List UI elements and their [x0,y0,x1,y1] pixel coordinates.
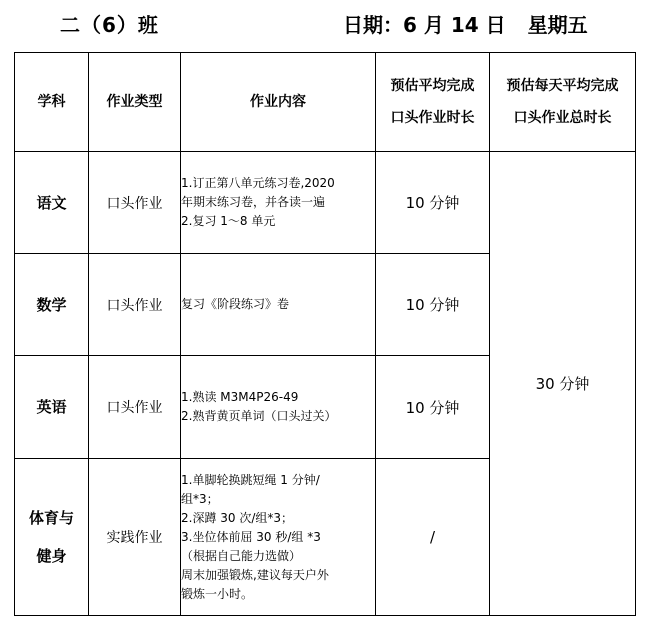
content-line: 1.订正第八单元练习卷,2020 [181,176,335,190]
class-title: 二（6）班 [60,13,159,37]
subject-cell: 数学 [15,254,89,356]
weekday-text: 星期五 [527,13,588,37]
homework-table [14,52,636,616]
type-cell: 口头作业 [89,356,181,459]
subject-cell [15,459,89,616]
content-line: （根据自己能力选做） [181,548,302,563]
content-line: 3.坐位体前屈 30 秒/组 *3 [181,529,321,544]
column-header-subject: 学科 [15,53,89,152]
subject-line: 体育与 [28,509,74,527]
content-line: 组*3； [181,491,219,506]
content-cell [181,459,376,616]
type-cell: 实践作业 [89,459,181,616]
content-line: 2.深蹲 30 次/组*3； [181,510,294,525]
table-row [15,152,636,254]
column-header-type: 作业类型 [89,53,181,152]
duration-cell: 10 分钟 [376,254,490,356]
content-line: 年期末练习卷，并各读一遍 [181,195,326,209]
subject-line: 健身 [36,547,67,565]
content-line: 周末加强锻炼,建议每天户外 [181,567,329,582]
type-cell: 口头作业 [89,254,181,356]
page-header [0,0,648,46]
content-cell [181,152,376,254]
total-duration-cell: 30 分钟 [490,152,636,616]
duration-cell: 10 分钟 [376,356,490,459]
content-line: 1.单脚轮换跳短绳 1 分钟/ [181,472,320,487]
content-line: 复习《阶段练习》卷 [181,297,290,311]
column-header-avg-line1: 预估平均完成 [390,78,475,94]
column-header-total-line2: 口头作业总时长 [513,110,612,126]
column-header-total-line1: 预估每天平均完成 [506,78,619,94]
duration-cell: / [376,459,490,616]
column-header-content: 作业内容 [181,53,376,152]
content-cell [181,254,376,356]
type-cell: 口头作业 [89,152,181,254]
content-cell [181,356,376,459]
column-header-avg-line2: 口头作业时长 [390,110,475,126]
date-text: 日期：6 月 14 日 [343,13,506,37]
column-header-avg-duration [376,53,490,152]
duration-cell: 10 分钟 [376,152,490,254]
content-line: 1.熟读 M3M4P26-49 [181,390,299,404]
content-line: 2.熟背黄页单词（口头过关） [181,409,337,423]
content-line: 锻炼一小时。 [181,586,254,601]
column-header-total-duration [490,53,636,152]
subject-cell: 语文 [15,152,89,254]
subject-cell: 英语 [15,356,89,459]
content-line: 2.复习 1～8 单元 [181,214,276,228]
table-header-row [15,53,636,152]
date-line [343,9,588,38]
